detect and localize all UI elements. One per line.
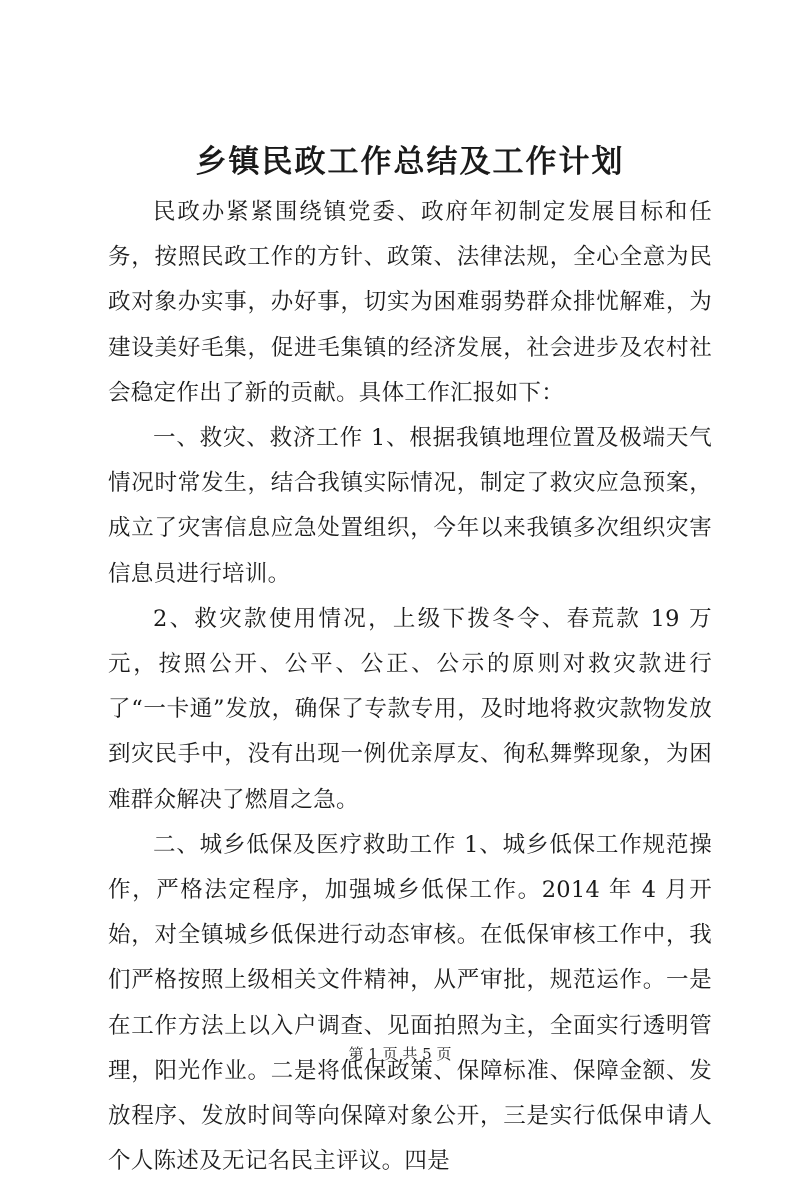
- paragraph-relief-funds: 2、救灾款使用情况，上级下拨冬令、春荒款 19 万元，按照公开、公平、公正、公示的原则对救灾款进行了“一卡通”发放，确保了专款专用，及时地将救灾款物发放到灾民手中，没有出现一例优亲厚友、徇私舞弊现象，为困难群众解决了燃眉之急。: [108, 605, 712, 813]
- document-title: 乡镇民政工作总结及工作计划: [195, 144, 625, 180]
- page-number-footer: 第 1 页 共 5 页: [348, 1045, 452, 1063]
- paragraph-intro: 民政办紧紧围绕镇党委、政府年初制定发展目标和任务，按照民政工作的方针、政策、法律法规，全心全意为民政对象办实事，办好事，切实为困难弱势群众排忧解难，为建设美好毛集，促进毛集镇的经济发展，社会进步及农村社会稳定作出了新的贡献。具体工作汇报如下：: [108, 199, 712, 406]
- paragraph-minimum-living: 二、城乡低保及医疗救助工作 1、城乡低保工作规范操作，严格法定程序，加强城乡低保工作。2014 年 4 月开始，对全镇城乡低保进行动态审核。在低保审核工作中，我们严格按照上级相关文件精神，从严审批，规范运作。一是在工作方法上以入户调查、见面拍照为主，全面实行透明管理，阳光作业。二是将低保政策、保障标准、保障金额、发放程序、发放时间等向保障对象公开，三是实行低保申请人个人陈述及无记名民主评议。四是: [108, 831, 712, 1175]
- document-page: [108, 140, 712, 1184]
- paragraph-disaster-relief: 一、救灾、救济工作 1、根据我镇地理位置及极端天气情况时常发生，结合我镇实际情况，制定了救灾应急预案，成立了灾害信息应急处置组织，今年以来我镇多次组织灾害信息员进行培训。: [108, 425, 712, 587]
